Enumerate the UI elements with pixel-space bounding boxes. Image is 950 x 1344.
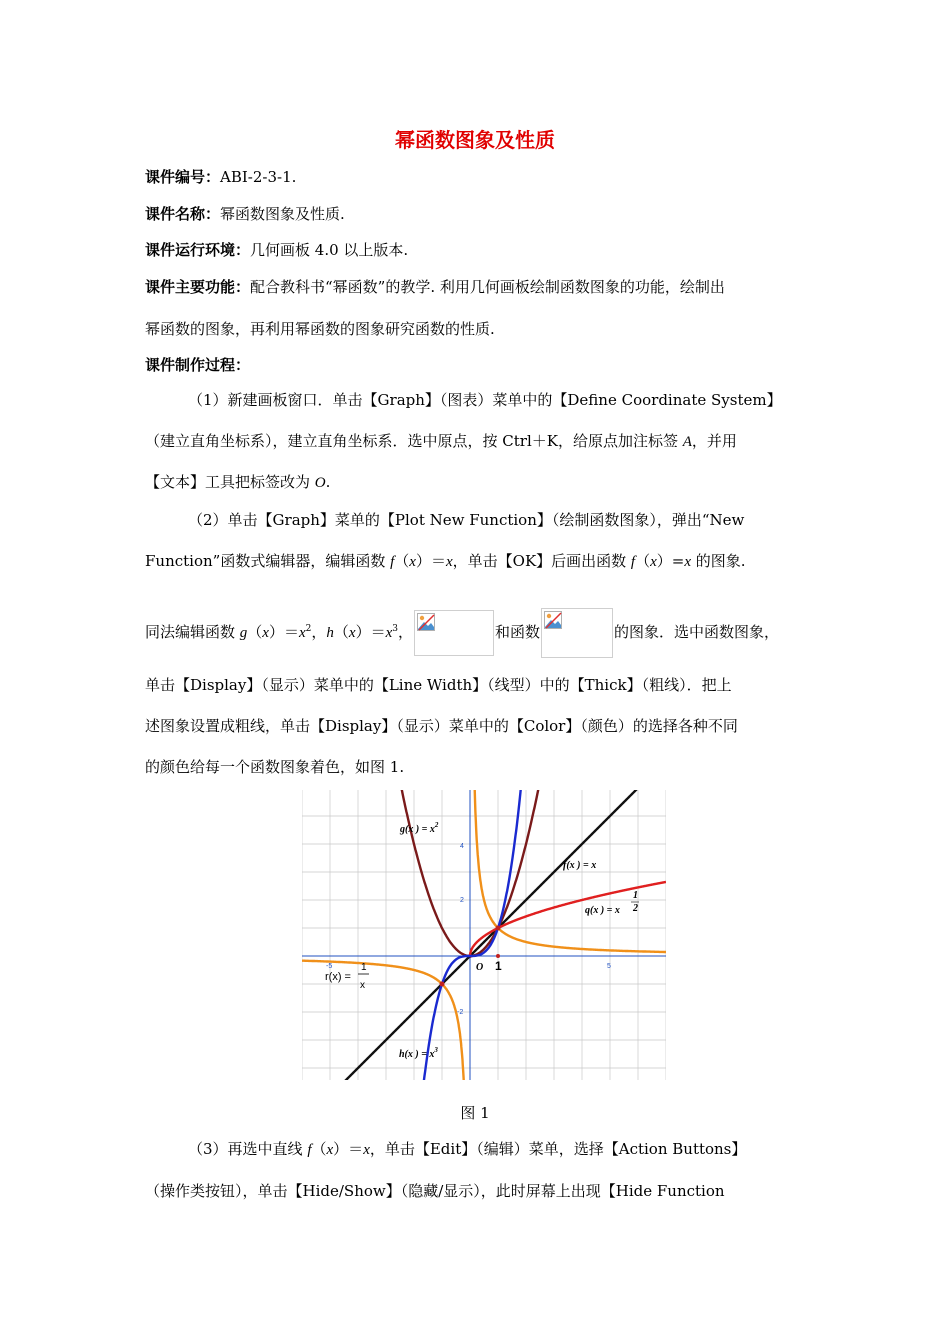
step2-line5: 述图象设置成粗线，单击【Display】（显示）菜单中的【Color】（颜色）的选择各种不同 bbox=[145, 717, 738, 735]
text-run: （ bbox=[635, 552, 651, 570]
label-r: r(x) = bbox=[325, 971, 351, 983]
italic-run: x bbox=[684, 554, 692, 570]
italic-run: h bbox=[326, 625, 334, 641]
figure-caption: 图 1 bbox=[460, 1104, 490, 1122]
label-g: g(x ) = $x^2$ bbox=[400, 821, 439, 835]
text-run: （3）再选中直线 bbox=[188, 1140, 308, 1158]
step2-line1: （2）单击【Graph】菜单的【Plot New Function】（绘制函数图象），弹出“New bbox=[188, 511, 745, 529]
text-run: 的图象．选中函数图象， bbox=[614, 623, 780, 641]
courseware-env bbox=[145, 239, 810, 261]
italic-run: A bbox=[682, 434, 692, 450]
text-run: （ bbox=[311, 1140, 327, 1158]
text-run: ， bbox=[311, 623, 327, 641]
italic-run: x bbox=[650, 554, 657, 570]
italic-run: x bbox=[326, 1142, 334, 1158]
courseware-function-value: 配合教科书“幂函数”的教学. 利用几何画板绘制函数图象的功能，绘制出 bbox=[250, 278, 725, 296]
step3-line2: （操作类按钮），单击【Hide/Show】（隐藏/显示），此时屏幕上出现【Hide Function bbox=[145, 1182, 725, 1200]
label-q-num: 1 bbox=[633, 890, 638, 901]
text-run: ）＝ bbox=[268, 623, 299, 641]
superscript: 3 bbox=[392, 624, 399, 634]
courseware-id-label: 课件编号： bbox=[145, 168, 221, 186]
text-run: （ bbox=[394, 552, 410, 570]
italic-run: x bbox=[363, 1142, 370, 1158]
text-run: 和函数 bbox=[495, 623, 541, 641]
courseware-id-value: ABⅠ-2-3-1. bbox=[220, 168, 297, 186]
text-run: （ bbox=[247, 623, 263, 641]
broken-formula-image bbox=[414, 610, 494, 656]
italic-run: f bbox=[630, 554, 636, 570]
text-run: （建立直角坐标系），建立直角坐标系．选中原点，按 Ctrl＋K，给原点加注标签 bbox=[145, 432, 683, 450]
text-run: Function”函数式编辑器，编辑函数 bbox=[145, 552, 391, 570]
origin-label: O bbox=[476, 962, 484, 973]
text-run: 【文本】工具把标签改为 bbox=[145, 473, 315, 491]
intersection-point bbox=[496, 926, 501, 931]
function-graph-figure bbox=[302, 790, 666, 1080]
tick-label-4: 4 bbox=[460, 843, 464, 850]
courseware-function bbox=[145, 276, 810, 298]
text-run: ， bbox=[398, 623, 414, 641]
italic-run: x bbox=[262, 625, 269, 641]
text-run: 的图象. bbox=[691, 552, 746, 570]
courseware-env-label: 课件运行环境： bbox=[145, 241, 251, 259]
text-run: ）＝ bbox=[355, 623, 386, 641]
tick-label-neg5: -5 bbox=[326, 963, 333, 970]
graph-curves bbox=[302, 790, 666, 1080]
text-run: ，单击【Edit】（编辑）菜单，选择【Action Buttons】 bbox=[369, 1140, 747, 1158]
italic-run: x bbox=[348, 625, 356, 641]
label-f: f(x ) = x bbox=[563, 860, 597, 871]
document-title: 幂函数图象及性质 bbox=[395, 128, 555, 152]
label-r-num: 1 bbox=[361, 962, 367, 973]
step2-line6: 的颜色给每一个函数图象着色，如图 1. bbox=[145, 758, 405, 776]
step1-line3 bbox=[145, 471, 810, 494]
italic-run: x bbox=[298, 625, 306, 641]
italic-run: x bbox=[409, 554, 416, 570]
text-run: 同法编辑函数 bbox=[145, 623, 240, 641]
courseware-name-value: 幂函数图象及性质. bbox=[220, 205, 345, 223]
superscript: 2 bbox=[305, 624, 312, 634]
step2-line2 bbox=[145, 550, 810, 573]
text-run: ，单击【OK】后画出函数 bbox=[452, 552, 631, 570]
broken-image-icon bbox=[544, 611, 562, 629]
unit-label: 1 bbox=[495, 959, 502, 973]
text-run: （ bbox=[333, 623, 349, 641]
tick-label-2: 2 bbox=[460, 897, 464, 904]
courseware-name bbox=[145, 203, 810, 225]
courseware-env-value: 几何画板 4.0 以上版本. bbox=[250, 241, 409, 259]
text-run: ，并用 bbox=[691, 432, 737, 450]
italic-run: x bbox=[445, 554, 453, 570]
italic-run: O bbox=[314, 475, 326, 491]
intersection-point bbox=[440, 982, 445, 987]
tick-label-neg2: -2 bbox=[457, 1009, 464, 1016]
process-heading bbox=[145, 354, 810, 376]
courseware-name-label: 课件名称： bbox=[145, 205, 221, 223]
broken-formula-image bbox=[541, 608, 613, 658]
step3-line1 bbox=[188, 1138, 810, 1161]
label-h: h(x ) = $x^3$ bbox=[399, 1046, 438, 1060]
italic-run: g bbox=[239, 625, 248, 641]
label-q: q(x ) = x bbox=[585, 905, 620, 916]
courseware-function-label: 课件主要功能： bbox=[145, 278, 251, 296]
text-run: ）= bbox=[656, 552, 685, 570]
broken-image-icon bbox=[417, 613, 435, 631]
text-run: . bbox=[325, 473, 331, 491]
graph-labels bbox=[325, 821, 639, 1060]
italic-run: f bbox=[390, 554, 395, 570]
text-run: ）＝ bbox=[415, 552, 446, 570]
step2-line4: 单击【Display】（显示）菜单中的【Line Width】（线型）中的【Thick】（粗线）．把上 bbox=[145, 676, 732, 694]
label-r-den: x bbox=[360, 980, 365, 991]
italic-run: x bbox=[385, 625, 393, 641]
courseware-id bbox=[145, 166, 810, 188]
text-run: ）＝ bbox=[333, 1140, 364, 1158]
tick-label-5: 5 bbox=[607, 963, 611, 970]
courseware-function-cont: 幂函数的图象，再利用幂函数的图象研究函数的性质. bbox=[145, 320, 495, 338]
label-q-den: 2 bbox=[633, 903, 638, 914]
unit-point bbox=[496, 954, 500, 958]
italic-run: f bbox=[307, 1142, 312, 1158]
step1-line2 bbox=[145, 430, 810, 453]
step1-line1: （1）新建画板窗口．单击【Graph】（图表）菜单中的【Define Coordinate System】 bbox=[188, 391, 782, 409]
process-label: 课件制作过程： bbox=[145, 356, 251, 374]
step2-line3 bbox=[145, 604, 810, 656]
